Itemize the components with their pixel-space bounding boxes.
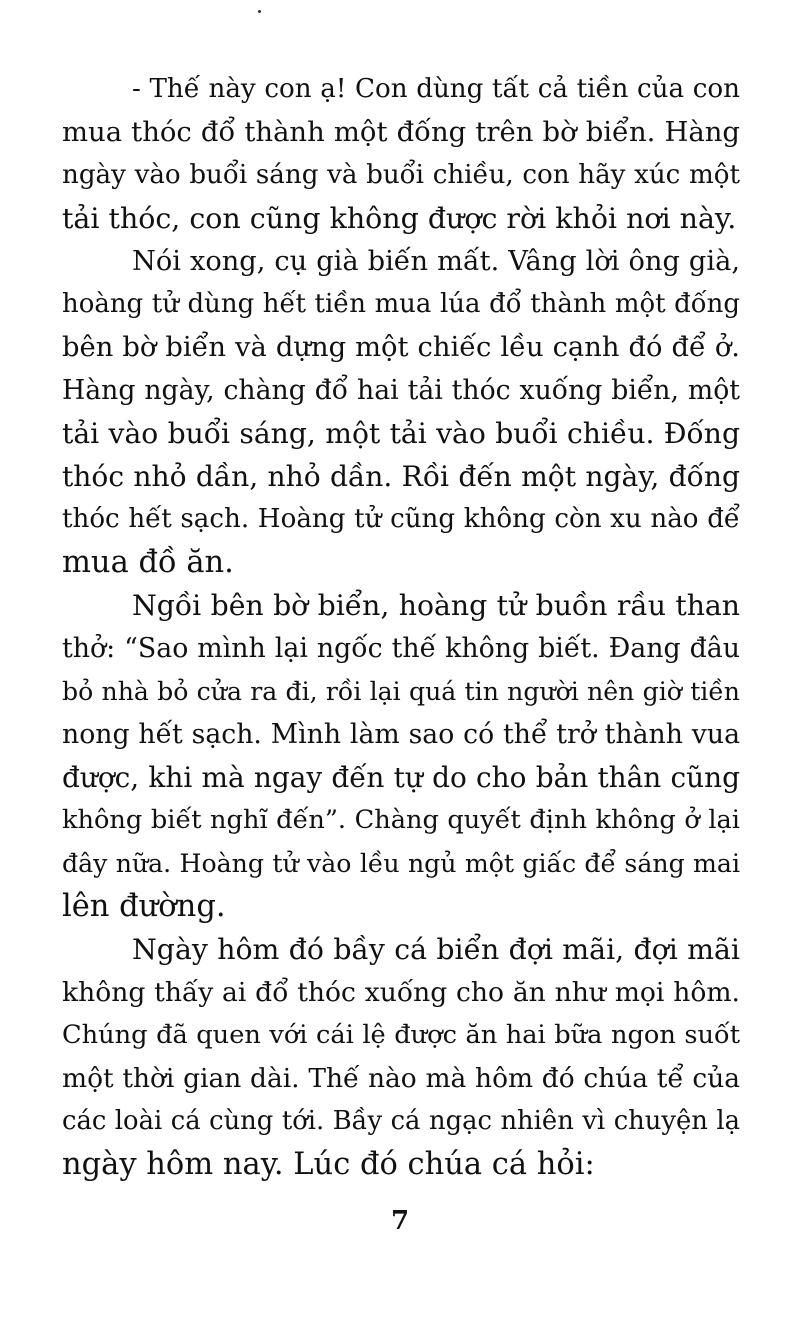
text-line: hoàng tử dùng hết tiền mua lúa đổ thành một đống bbox=[62, 289, 740, 319]
text-line: Chúng đã quen với cái lệ được ăn hai bữa ngon suốt bbox=[62, 1020, 740, 1050]
text-line: một thời gian dài. Thế nào mà hôm đó chúa tể của bbox=[62, 1063, 740, 1094]
text-line: tải vào buổi sáng, một tải vào buổi chiều. Đống bbox=[62, 417, 740, 450]
paragraph-1 bbox=[62, 68, 740, 240]
text-line: bên bờ biển và dựng một chiếc lều cạnh đó để ở. bbox=[62, 332, 740, 363]
body-text bbox=[62, 68, 740, 1186]
text-line: ngày vào buổi sáng và buổi chiều, con hãy xúc một bbox=[62, 160, 740, 190]
text-line: ngày hôm nay. Lúc đó chúa cá hỏi: bbox=[62, 1147, 595, 1182]
text-line: Ngày hôm đó bầy cá biển đợi mãi, đợi mãi bbox=[132, 933, 740, 966]
text-line: tải thóc, con cũng không được rời khỏi nơi này. bbox=[62, 202, 737, 235]
paragraph-2 bbox=[62, 240, 740, 584]
text-line: thở: “Sao mình lại ngốc thế không biết. Đang đâu bbox=[62, 633, 740, 664]
text-line: Ngồi bên bờ biển, hoàng tử buồn rầu than bbox=[132, 589, 740, 622]
text-line: không thấy ai đổ thóc xuống cho ăn như mọi hôm. bbox=[62, 977, 740, 1008]
text-line: lên đường. bbox=[62, 889, 226, 924]
text-line: Nói xong, cụ già biến mất. Vâng lời ông già, bbox=[132, 246, 740, 277]
page-number: 7 bbox=[390, 1206, 410, 1236]
text-line: nong hết sạch. Mình làm sao có thể trở thành vua bbox=[62, 719, 740, 750]
text-line: được, khi mà ngay đến tự do cho bản thân cũng bbox=[62, 761, 740, 794]
text-line: Hàng ngày, chàng đổ hai tải thóc xuống biển, một bbox=[62, 375, 740, 406]
paragraph-4 bbox=[62, 928, 740, 1186]
text-line: thóc nhỏ dần, nhỏ dần. Rồi đến một ngày, đống bbox=[62, 460, 740, 493]
text-line: không biết nghĩ đến”. Chàng quyết định không ở lại bbox=[62, 805, 740, 835]
text-line: - Thế này con ạ! Con dùng tất cả tiền của con bbox=[132, 74, 740, 104]
text-line: đây nữa. Hoàng tử vào lều ngủ một giấc để sáng mai bbox=[62, 849, 740, 878]
ink-speck bbox=[258, 10, 261, 13]
text-line: mua thóc đổ thành một đống trên bờ biển. Hàng bbox=[62, 117, 740, 148]
text-line: các loài cá cùng tới. Bầy cá ngạc nhiên vì chuyện lạ bbox=[62, 1106, 740, 1136]
text-line: thóc hết sạch. Hoàng tử cũng không còn xu nào để bbox=[62, 504, 740, 534]
paragraph-3 bbox=[62, 584, 740, 928]
text-line: bỏ nhà bỏ cửa ra đi, rồi lại quá tin người nên giờ tiền bbox=[62, 677, 740, 706]
text-line: mua đồ ăn. bbox=[62, 545, 234, 580]
